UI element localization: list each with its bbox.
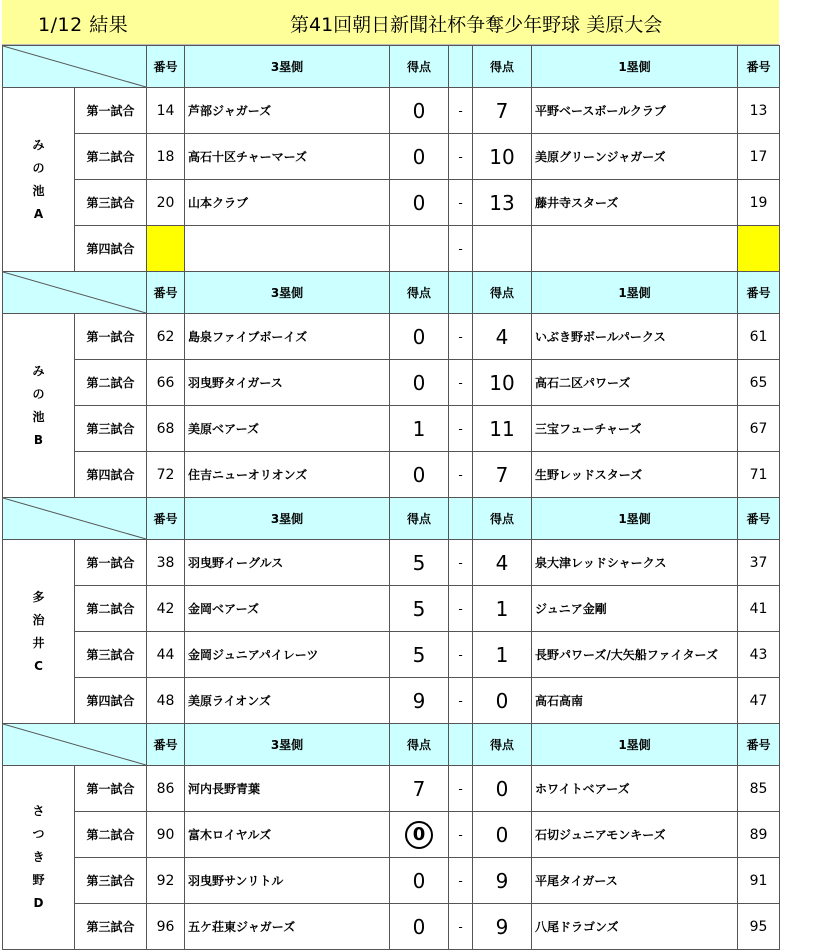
header-side-1st: 1塁側	[532, 724, 738, 766]
team-name-1st: 藤井寺スターズ	[532, 180, 738, 226]
field-name-char: A	[33, 206, 44, 221]
score-3rd	[390, 812, 449, 858]
team-name-1st: 生野レッドスターズ	[532, 452, 738, 498]
score-3rd: 5	[390, 632, 449, 678]
game-row	[3, 540, 780, 586]
score-separator: -	[449, 678, 473, 724]
column-header-row	[3, 498, 780, 540]
team-number-1st: 91	[738, 858, 780, 904]
game-number-label: 第一試合	[75, 314, 147, 360]
team-name-3rd: 羽曳野イーグルス	[185, 540, 390, 586]
team-number-1st: 47	[738, 678, 780, 724]
score-separator: -	[449, 540, 473, 586]
team-name-3rd: 山本クラブ	[185, 180, 390, 226]
score-1st: 4	[473, 540, 532, 586]
game-number-label: 第一試合	[75, 88, 147, 134]
score-3rd	[390, 226, 449, 272]
header-diagonal-cell	[3, 46, 147, 88]
date-title: 1/12 結果	[38, 14, 129, 36]
tournament-title: 第41回朝日新聞社杯争奪少年野球 美原大会	[290, 14, 663, 36]
column-header-row	[3, 272, 780, 314]
team-number-3rd: 68	[147, 406, 185, 452]
score-1st: 9	[473, 904, 532, 950]
team-name-3rd	[185, 226, 390, 272]
team-name-3rd: 高石十区チャーマーズ	[185, 134, 390, 180]
team-number-3rd: 42	[147, 586, 185, 632]
team-number-3rd: 14	[147, 88, 185, 134]
team-number-1st: 41	[738, 586, 780, 632]
field-name-char: B	[33, 432, 44, 447]
header-score-1st: 得点	[473, 46, 532, 88]
field-name	[3, 314, 75, 498]
score-3rd: 0	[390, 88, 449, 134]
score-separator: -	[449, 226, 473, 272]
field-name-char: つ	[32, 827, 45, 841]
game-row	[3, 632, 780, 678]
header-side-1st: 1塁側	[532, 498, 738, 540]
score-separator: -	[449, 134, 473, 180]
score-separator: -	[449, 180, 473, 226]
header-separator	[449, 46, 473, 88]
game-row	[3, 406, 780, 452]
team-name-3rd: 住吉ニューオリオンズ	[185, 452, 390, 498]
game-row	[3, 314, 780, 360]
score-1st	[473, 226, 532, 272]
team-number-3rd: 96	[147, 904, 185, 950]
game-number-label: 第三試合	[75, 180, 147, 226]
field-name-char: の	[32, 160, 45, 175]
score-3rd: 0	[390, 452, 449, 498]
game-number-label: 第三試合	[75, 632, 147, 678]
team-number-1st: 71	[738, 452, 780, 498]
header-number-1st: 番号	[738, 724, 780, 766]
game-number-label: 第三試合	[75, 406, 147, 452]
team-name-1st: いぶき野ボールパークス	[532, 314, 738, 360]
score-separator: -	[449, 360, 473, 406]
field-name	[3, 766, 75, 950]
field-name-char: 井	[32, 635, 45, 650]
field-name-char: 池	[32, 183, 45, 198]
score-separator: -	[449, 88, 473, 134]
header-separator	[449, 272, 473, 314]
team-number-3rd: 92	[147, 858, 185, 904]
score-1st: 10	[473, 134, 532, 180]
field-name-char: 野	[32, 873, 45, 887]
score-3rd: 5	[390, 586, 449, 632]
team-name-3rd: 美原ベアーズ	[185, 406, 390, 452]
score-1st: 0	[473, 678, 532, 724]
team-name-1st: 泉大津レッドシャークス	[532, 540, 738, 586]
game-number-label: 第二試合	[75, 360, 147, 406]
game-row	[3, 904, 780, 950]
score-1st: 13	[473, 180, 532, 226]
team-number-1st	[738, 226, 780, 272]
team-name-3rd: 五ケ荘東ジャガーズ	[185, 904, 390, 950]
score-1st: 1	[473, 586, 532, 632]
team-name-3rd: 金岡ベアーズ	[185, 586, 390, 632]
game-row	[3, 226, 780, 272]
score-1st: 0	[473, 812, 532, 858]
game-row	[3, 812, 780, 858]
score-1st: 1	[473, 632, 532, 678]
team-name-3rd: 美原ライオンズ	[185, 678, 390, 724]
team-name-1st: 高石二区パワーズ	[532, 360, 738, 406]
game-number-label: 第一試合	[75, 766, 147, 812]
team-name-1st: 平尾タイガース	[532, 858, 738, 904]
team-number-1st: 61	[738, 314, 780, 360]
game-row	[3, 678, 780, 724]
team-name-1st	[532, 226, 738, 272]
score-1st: 4	[473, 314, 532, 360]
score-3rd: 0	[390, 134, 449, 180]
game-number-label: 第一試合	[75, 540, 147, 586]
score-separator: -	[449, 904, 473, 950]
diagonal-line	[3, 272, 146, 313]
header-number-1st: 番号	[738, 46, 780, 88]
header-separator	[449, 724, 473, 766]
score-1st: 11	[473, 406, 532, 452]
score-separator: -	[449, 586, 473, 632]
team-name-1st: 三宝フューチャーズ	[532, 406, 738, 452]
header-score-1st: 得点	[473, 724, 532, 766]
team-number-1st: 85	[738, 766, 780, 812]
game-row	[3, 180, 780, 226]
score-3rd: 0	[390, 858, 449, 904]
game-row	[3, 766, 780, 812]
team-number-1st: 65	[738, 360, 780, 406]
score-separator: -	[449, 406, 473, 452]
title-bar	[2, 0, 779, 45]
game-row	[3, 452, 780, 498]
score-3rd: 7	[390, 766, 449, 812]
game-number-label: 第四試合	[75, 678, 147, 724]
team-number-1st: 67	[738, 406, 780, 452]
score-separator: -	[449, 858, 473, 904]
score-1st: 7	[473, 452, 532, 498]
field-name-char: C	[34, 658, 43, 673]
team-name-3rd: 河内長野青葉	[185, 766, 390, 812]
team-name-1st: 石切ジュニアモンキーズ	[532, 812, 738, 858]
column-header-row	[3, 46, 780, 88]
game-row	[3, 134, 780, 180]
header-score-3rd: 得点	[390, 272, 449, 314]
header-score-1st: 得点	[473, 498, 532, 540]
team-name-3rd: 島泉ファイブボーイズ	[185, 314, 390, 360]
score-3rd: 0	[390, 314, 449, 360]
team-number-1st: 95	[738, 904, 780, 950]
header-separator	[449, 498, 473, 540]
game-number-label: 第二試合	[75, 134, 147, 180]
diagonal-line	[3, 498, 146, 539]
score-3rd: 0	[390, 904, 449, 950]
circled-score: 0	[405, 821, 433, 849]
header-score-3rd: 得点	[390, 46, 449, 88]
team-name-1st: ホワイトベアーズ	[532, 766, 738, 812]
game-number-label: 第二試合	[75, 812, 147, 858]
header-diagonal-cell	[3, 272, 147, 314]
game-row	[3, 88, 780, 134]
team-number-3rd: 90	[147, 812, 185, 858]
header-side-3rd: 3塁側	[185, 272, 390, 314]
team-name-1st: 八尾ドラゴンズ	[532, 904, 738, 950]
header-number-3rd: 番号	[147, 272, 185, 314]
team-number-3rd: 66	[147, 360, 185, 406]
score-3rd: 5	[390, 540, 449, 586]
score-separator: -	[449, 632, 473, 678]
field-name-char: み	[32, 363, 45, 378]
team-name-1st: 長野パワーズ/大矢船ファイターズ	[532, 632, 738, 678]
header-side-3rd: 3塁側	[185, 46, 390, 88]
team-number-3rd	[147, 226, 185, 272]
score-1st: 7	[473, 88, 532, 134]
team-name-1st: 平野ベースボールクラブ	[532, 88, 738, 134]
score-separator: -	[449, 314, 473, 360]
game-row	[3, 586, 780, 632]
game-number-label: 第四試合	[75, 226, 147, 272]
score-1st: 10	[473, 360, 532, 406]
team-name-1st: 高石高南	[532, 678, 738, 724]
header-side-1st: 1塁側	[532, 46, 738, 88]
team-number-3rd: 86	[147, 766, 185, 812]
score-3rd: 1	[390, 406, 449, 452]
header-score-3rd: 得点	[390, 498, 449, 540]
score-separator: -	[449, 812, 473, 858]
field-name-char: さ	[32, 804, 45, 818]
team-number-3rd: 44	[147, 632, 185, 678]
team-name-1st: 美原グリーンジャガーズ	[532, 134, 738, 180]
team-name-3rd: 富木ロイヤルズ	[185, 812, 390, 858]
header-side-3rd: 3塁側	[185, 498, 390, 540]
diagonal-line	[3, 724, 146, 765]
header-diagonal-cell	[3, 724, 147, 766]
game-number-label: 第三試合	[75, 904, 147, 950]
field-name-char: の	[32, 386, 45, 401]
team-number-3rd: 62	[147, 314, 185, 360]
score-3rd: 0	[390, 360, 449, 406]
team-name-3rd: 羽曳野サンリトル	[185, 858, 390, 904]
team-number-3rd: 48	[147, 678, 185, 724]
column-header-row	[3, 724, 780, 766]
header-number-3rd: 番号	[147, 46, 185, 88]
field-name	[3, 88, 75, 272]
team-number-3rd: 20	[147, 180, 185, 226]
game-row	[3, 858, 780, 904]
team-number-3rd: 38	[147, 540, 185, 586]
score-3rd: 9	[390, 678, 449, 724]
header-score-1st: 得点	[473, 272, 532, 314]
field-name-char: み	[32, 137, 45, 152]
game-number-label: 第四試合	[75, 452, 147, 498]
diagonal-line	[3, 46, 146, 87]
field-name-char: 池	[32, 409, 45, 424]
team-name-3rd: 芦部ジャガーズ	[185, 88, 390, 134]
team-number-1st: 17	[738, 134, 780, 180]
game-number-label: 第三試合	[75, 858, 147, 904]
field-name-char: 治	[32, 612, 45, 627]
score-separator: -	[449, 452, 473, 498]
team-name-3rd: 金岡ジュニアパイレーツ	[185, 632, 390, 678]
header-number-3rd: 番号	[147, 498, 185, 540]
team-number-3rd: 18	[147, 134, 185, 180]
team-number-1st: 13	[738, 88, 780, 134]
header-side-3rd: 3塁側	[185, 724, 390, 766]
field-name	[3, 540, 75, 724]
team-number-3rd: 72	[147, 452, 185, 498]
header-side-1st: 1塁側	[532, 272, 738, 314]
header-number-1st: 番号	[738, 272, 780, 314]
header-number-1st: 番号	[738, 498, 780, 540]
field-name-char: き	[32, 850, 45, 864]
results-table	[2, 45, 780, 950]
score-1st: 0	[473, 766, 532, 812]
team-name-1st: ジュニア金剛	[532, 586, 738, 632]
score-3rd: 0	[390, 180, 449, 226]
team-name-3rd: 羽曳野タイガース	[185, 360, 390, 406]
header-diagonal-cell	[3, 498, 147, 540]
header-score-3rd: 得点	[390, 724, 449, 766]
field-name-char: 多	[32, 589, 45, 604]
team-number-1st: 37	[738, 540, 780, 586]
field-name-char: D	[33, 896, 44, 910]
team-number-1st: 19	[738, 180, 780, 226]
score-separator: -	[449, 766, 473, 812]
header-number-3rd: 番号	[147, 724, 185, 766]
team-number-1st: 89	[738, 812, 780, 858]
game-row	[3, 360, 780, 406]
score-1st: 9	[473, 858, 532, 904]
team-number-1st: 43	[738, 632, 780, 678]
game-number-label: 第二試合	[75, 586, 147, 632]
